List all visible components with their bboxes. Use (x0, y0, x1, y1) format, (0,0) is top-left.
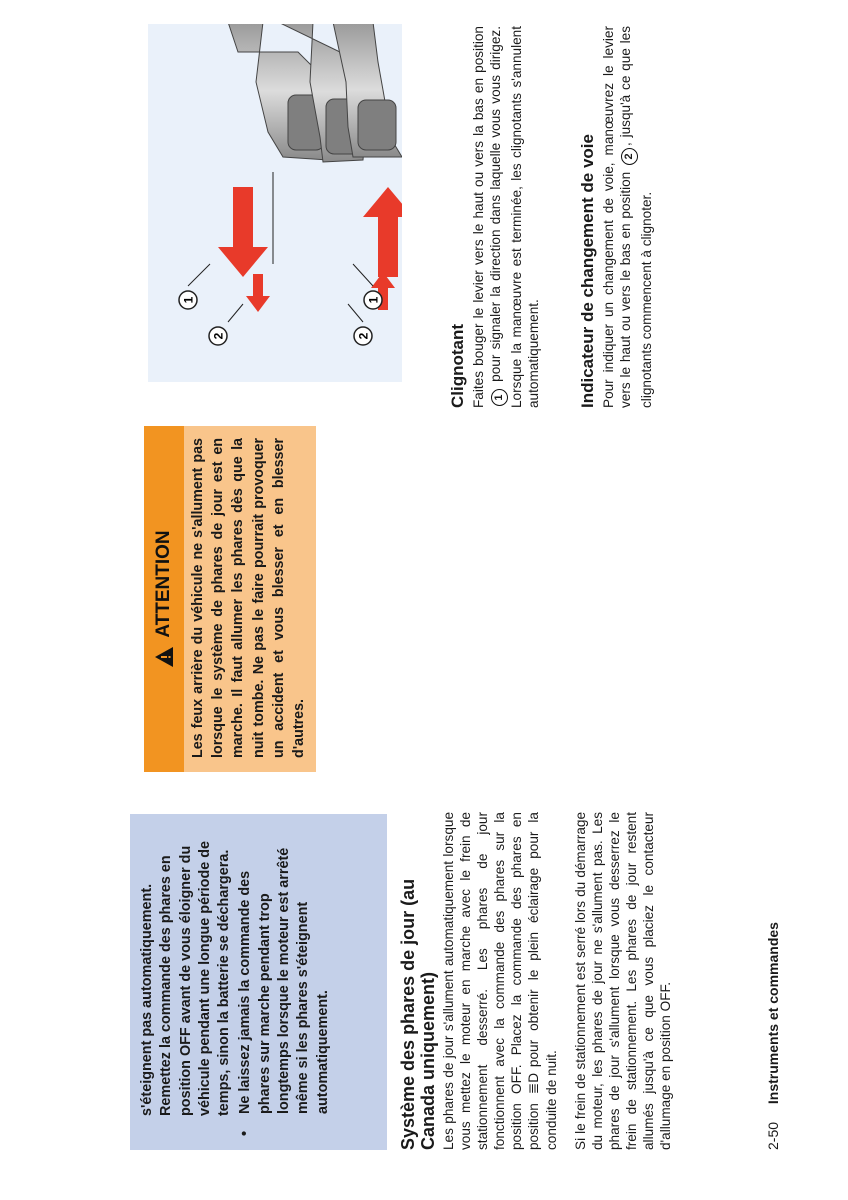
turn-signal-lever-diagram (148, 24, 402, 382)
turn-signal-illustration (148, 24, 402, 382)
info-note-paragraph: s'éteignent pas automatiquement. Remettez la commande des phares en position OFF avant de vous éloigner du véhicule pendant une longue période de temps, sinon la batterie se déchargera. (139, 840, 233, 1116)
position-2-marker: 2 (621, 148, 638, 165)
info-note-bullet (236, 828, 332, 1138)
drl-section-title: Système des phares de jour (au Canada uniquement) (398, 878, 438, 1150)
svg-text:1: 1 (181, 296, 196, 304)
marker-2-bottom (354, 327, 372, 345)
arrow-position-1-down (363, 187, 402, 277)
attention-title: ATTENTION (153, 530, 174, 638)
lane-change-title: Indicateur de changement de voie (578, 134, 597, 408)
clignotant-text (470, 26, 542, 408)
headlight-symbol-icon: ≣D (526, 1072, 542, 1095)
chapter-title: Instruments et commandes (765, 922, 781, 1105)
drl-section-body (440, 812, 686, 1150)
svg-text:2: 2 (356, 332, 371, 340)
position-1-marker: 1 (491, 389, 508, 406)
lane-change-text-start: Pour indiquer un changement de voie, manœuvrez le levier vers le haut ou vers le bas en position (601, 26, 634, 408)
svg-text:2: 2 (211, 332, 226, 340)
arrow-position-1-up (218, 187, 268, 277)
page-footer (764, 922, 782, 1150)
svg-text:1: 1 (366, 296, 381, 304)
attention-text: Les feux arrière du véhicule ne s'allument pas lorsque le système de phares de jour est en marche. Il faut allumer les phares dès que la nuit tombe. Ne pas le faire pourrait provoquer un accident et vous blesser et en blesser d'autres. (190, 438, 308, 758)
drl-paragraph-1-start: Les phares de jour s'allument automatiquement lorsque vous mettez le moteur en marche avec le frein de stationnement desserré. Les phares de jour fonctionnent avec la commande des phares sur la position OFF. Placez la commande des phares en position (441, 812, 542, 1150)
clignotant-text-end: pour signaler la direction dans laquelle vous vous dirigez. Lorsque la manœuvre est terminée, les clignotants s'annulent automatiquement. (488, 26, 542, 408)
clignotant-text-start: Faites bouger le levier vers le haut ou vers la bas en position (471, 26, 486, 408)
info-note-box (130, 814, 387, 1150)
warning-triangle-icon (154, 646, 174, 668)
marker-1-top (179, 291, 197, 309)
bullet-marker: • (237, 1130, 254, 1136)
attention-box (144, 426, 316, 772)
attention-header (144, 426, 184, 772)
drl-paragraph-2: Si le frein de stationnement est serré lors du démarrage du moteur, les phares de jour ne s'allument pas. Les phares de jour s'allument lorsque vous desserrez le frein de stationnement. Les phares de jour restent allumés jusqu'à ce que vous placiez le contacteur d'allumage en position OFF. (572, 812, 674, 1150)
drl-paragraph-1-end: pour obtenir le plein éclairage pour la conduite de nuit. (526, 812, 559, 1150)
page-number: 2-50 (765, 1121, 781, 1150)
lane-change-text-end: , jusqu'à ce que les clignotants commencent à clignoter. (618, 26, 655, 408)
bullet-text: Ne laissez jamais la commande des phares sur marche pendant trop longtemps lorsque le moteur est arrêté même si les phares s'éteignent automatiquement. (237, 847, 331, 1114)
lane-change-text (600, 26, 655, 408)
drl-paragraph-1 (440, 812, 560, 1150)
marker-2-top (209, 327, 227, 345)
clignotant-title: Clignotant (448, 323, 467, 408)
arrow-position-2-up (246, 274, 270, 312)
marker-1-bottom (364, 291, 382, 309)
